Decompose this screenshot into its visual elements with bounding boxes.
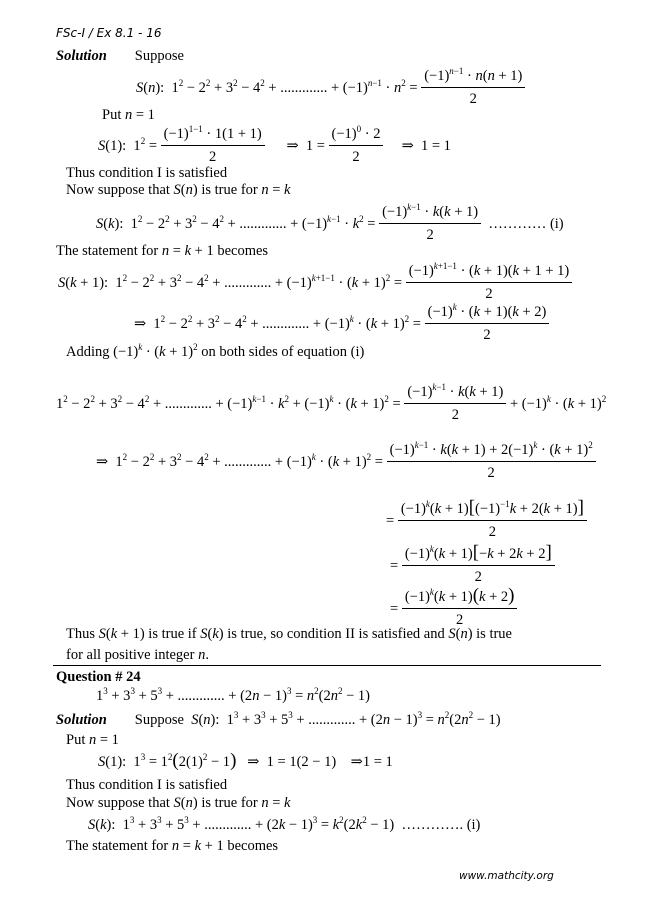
equation-sk-q24: S(k): $1^3 + 3^3 + 5^3$ + ............. + $(2k - 1)^3 = k^2(2k^2 - 1)$ …………. (i) xyxy=(88,815,481,833)
step-1: = $\frac{(-1)^k(k + 1)[(-1)^{-1}k + 2(k + 1)]}{2}$ xyxy=(386,500,587,542)
conclusion-line-2: for all positive integer n. xyxy=(66,647,209,663)
conclusion-line-1: Thus S(k + 1) is true if S(k) is true, so condition II is satisfied and S(n) is true xyxy=(66,626,512,642)
equation-added: $1^2 - 2^2 + 3^2 - 4^2$ + ............. + $(-1)^{k-1} \cdot k^2 + (-1)^k \cdot (k + 1)^2$ = $\frac{(-1)^{k-1} \cdot k(k + 1)}{2}$ + $(-1)^k \cdot (k + 1)^2$ xyxy=(56,382,607,424)
suppose-label: Suppose xyxy=(134,48,184,64)
equation-sk1: S(k + 1): $1^2 - 2^2 + 3^2 - 4^2$ + ............. + $(-1)^{k+1-1} \cdot (k + 1)^2$ = $\frac{(-1)^{k+1-1} \cdot (k + 1)(k + 1 + 1)}{2}$ xyxy=(58,263,572,304)
statement-k1-becomes: The statement for n = k + 1 becomes xyxy=(56,243,269,259)
now-suppose-q24: Now suppose that S(n) is true for n = k xyxy=(66,795,291,811)
put-n-1-q24: Put n = 1 xyxy=(66,732,119,748)
page-header-ref: FSc-I / Ex 8.1 - 16 xyxy=(56,26,162,40)
thus-condition-1: Thus condition I is satisfied xyxy=(66,165,228,181)
equation-s1-q24: S(1): $1^3 = 1^2(2(1)^2 - 1)$ ⇒ 1 = 1(2 − 1) ⇒1 = 1 xyxy=(98,750,393,771)
question-24-statement: $1^3 + 3^3 + 5^3$ + ............. + $(2n - 1)^3 = n^2(2n^2 - 1)$ xyxy=(96,686,370,704)
equation-sk: S(k): $1^2 - 2^2 + 3^2 - 4^2$ + ............. + $(-1)^{k-1} \cdot k^2$ = $\frac{(-1)^{k-1} \cdot k(k + 1)}{2}$ ………… (i) xyxy=(96,202,564,244)
footer-site[interactable]: www.mathcity.org xyxy=(459,870,554,882)
step-2: = $\frac{(-1)^k(k + 1)[-k + 2k + 2]}{2}$ xyxy=(390,545,555,587)
equation-combined: ⇒ $1^2 - 2^2 + 3^2 - 4^2$ + ............. + $(-1)^k \cdot (k + 1)^2$ = $\frac{(-1)^{k-1} \cdot k(k + 1) + 2(-1)^k \cdot (k + 1)^2}{2}$ xyxy=(96,442,596,483)
statement-k1-becomes-q24: The statement for n = k + 1 becomes xyxy=(66,838,279,854)
adding-both-sides: Adding $(-1)^k \cdot (k + 1)^2$ on both sides of equation (i) xyxy=(66,342,365,360)
eq-i-tag-q24: …………. (i) xyxy=(401,817,481,833)
solution-24: Solution Suppose S(n): $1^3 + 3^3 + 5^3$ + ............. + $(2n - 1)^3 = n^2(2n^2 - 1)$ xyxy=(56,710,501,728)
thus-condition-1-q24: Thus condition I is satisfied xyxy=(66,777,228,793)
eq-i-tag: ………… (i) xyxy=(488,216,564,233)
solution-label: Solution xyxy=(56,48,107,64)
section-divider xyxy=(53,665,601,666)
step-3: = $\frac{(-1)^k(k + 1)(k + 2)}{2}$ xyxy=(390,588,517,630)
question-24-heading: Question # 24 xyxy=(56,669,141,685)
equation-sk1-simplified: ⇒ $1^2 - 2^2 + 3^2 - 4^2$ + ............. + $(-1)^k \cdot (k + 1)^2$ = $\frac{(-1)^k \cdot (k + 1)(k + 2)}{2}$ xyxy=(134,304,549,345)
equation-s1: S(1): $1^2$ = $\frac{(-1)^{1-1} \cdot 1(1 + 1)}{2}$ ⇒ 1 = $\frac{(-1)^0 \cdot 2}{2}$ ⇒ 1 = 1 xyxy=(98,124,451,166)
equation-sn: S(n): $1^2 - 2^2 + 3^2 - 4^2$ + ............. + $(-1)^{n-1} \cdot n^2$ = $\frac{(-1)^{n-1} \cdot n(n + 1)}{2}$ xyxy=(136,68,525,109)
now-suppose-sn: Now suppose that S(n) is true for n = k xyxy=(66,182,291,198)
put-n-1: Put n = 1 xyxy=(102,107,155,123)
solution-heading xyxy=(56,49,184,64)
